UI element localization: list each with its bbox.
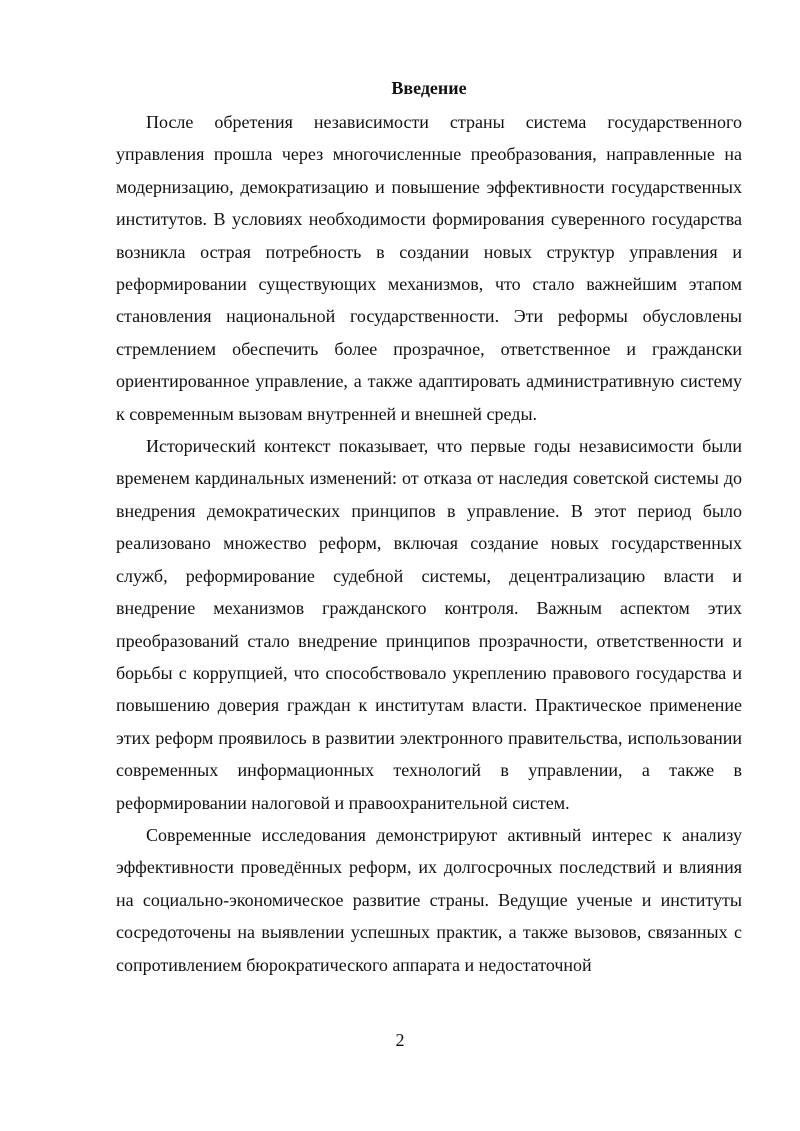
paragraph-1: После обретения независимости страны система государственного управления прошла через многочисленные преобразования, направленные на модернизацию, демократизацию и повышение эффективности государственных институтов. В условиях необходимости формирования суверенного государства возникла острая потребность в создании новых структур управления и реформировании существующих механизмов, что стало важнейшим этапом становления национальной государственности. Эти реформы обусловлены стремлением обеспечить более прозрачное, ответственное и граждански ориентированное управление, а также адаптировать административную систему к современным вызовам внутренней и внешней среды. [116, 112, 742, 424]
section-title: Введение [391, 78, 467, 98]
page-body [116, 74, 742, 981]
page-number: 2 [395, 1030, 405, 1050]
paragraph-2: Исторический контекст показывает, что первые годы независимости были временем кардинальных изменений: от отказа от наследия советской системы до внедрения демократических принципов в управление. В этот период было реализовано множество реформ, включая создание новых государственных служб, реформирование судебной системы, децентрализацию власти и внедрение механизмов гражданского контроля. Важным аспектом этих преобразований стало внедрение принципов прозрачности, ответственности и борьбы с коррупцией, что способствовало укреплению правового государства и повышению доверия граждан к институтам власти. Практическое применение этих реформ проявилось в развитии электронного правительства, использовании современных информационных технологий в управлении, а также в реформировании налоговой и правоохранительной систем. [116, 436, 742, 813]
paragraph-3: Современные исследования демонстрируют активный интерес к анализу эффективности проведённых реформ, их долгосрочных последствий и влияния на социально-экономическое развитие страны. Ведущие ученые и институты сосредоточены на выявлении успешных практик, а также вызовов, связанных с сопротивлением бюрократического аппарата и недостаточной [116, 824, 742, 975]
